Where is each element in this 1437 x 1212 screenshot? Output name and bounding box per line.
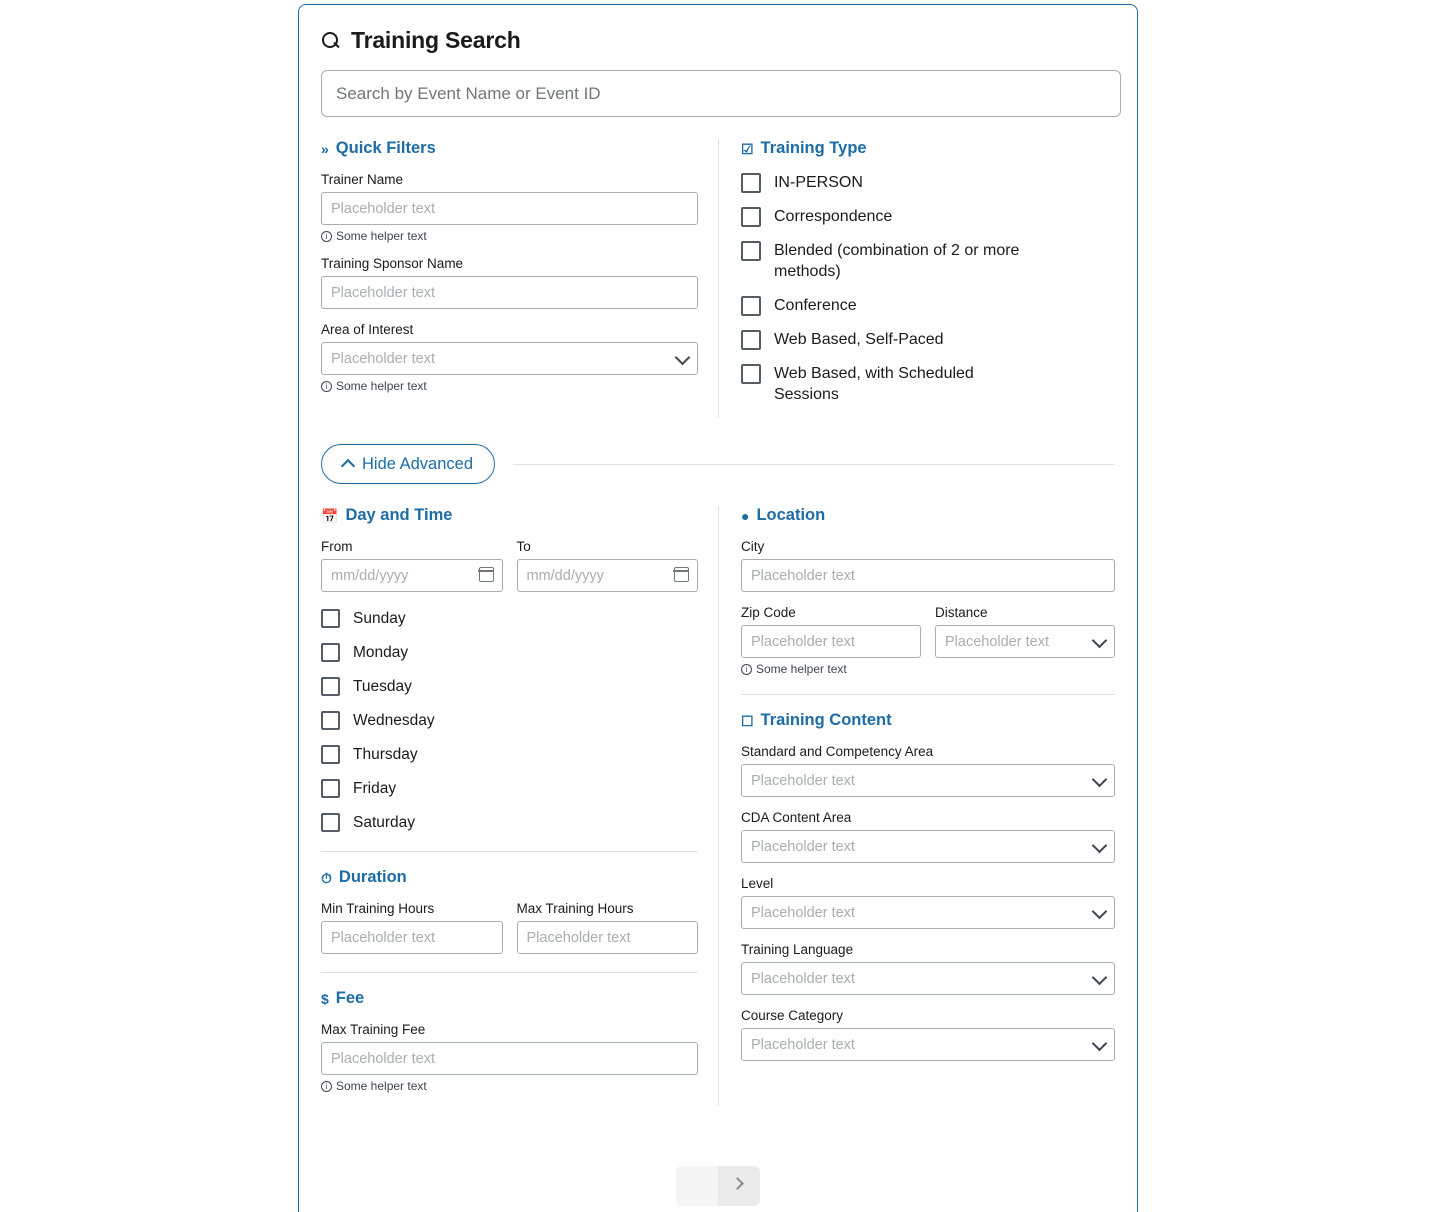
from-date-input[interactable] xyxy=(321,559,503,592)
day-and-time-title: Day and Time xyxy=(345,506,453,524)
checkbox-box[interactable] xyxy=(321,609,340,628)
cda-content-area-label: CDA Content Area xyxy=(740,810,852,825)
training-type-option-blended[interactable] xyxy=(741,240,1115,282)
field-course-category xyxy=(741,1008,1115,1061)
from-label: From xyxy=(321,539,353,554)
calendar-icon[interactable] xyxy=(479,567,494,582)
max-training-hours-label: Max Training Hours xyxy=(516,901,634,916)
max-training-fee-input[interactable] xyxy=(321,1042,698,1075)
from-date-wrap xyxy=(321,559,503,592)
location-content-column xyxy=(718,506,1115,1106)
checkbox-box[interactable] xyxy=(321,711,340,730)
training-sponsor-name-label: Training Sponsor Name xyxy=(321,256,464,271)
course-category-wrap xyxy=(741,1028,1115,1061)
fee-heading xyxy=(321,989,698,1008)
search-icon xyxy=(321,31,341,51)
checkbox-label: Saturday xyxy=(353,814,416,831)
page-header xyxy=(321,27,1115,54)
zip-code-input[interactable] xyxy=(741,625,921,658)
training-type-section xyxy=(718,139,1115,418)
level-select[interactable] xyxy=(741,896,1115,929)
area-of-interest-helper-text: Some helper text xyxy=(336,379,427,393)
trainer-name-helper-text: Some helper text xyxy=(336,229,427,243)
checkbox-box[interactable] xyxy=(741,296,761,316)
checkbox-label: Thursday xyxy=(353,746,418,763)
course-category-label: Course Category xyxy=(740,1008,844,1023)
field-training-language xyxy=(741,942,1115,995)
area-of-interest-label: Area of Interest xyxy=(321,322,414,337)
min-training-hours-input[interactable] xyxy=(321,921,503,954)
day-option-thursday[interactable] xyxy=(321,744,698,765)
to-date-input[interactable] xyxy=(517,559,699,592)
day-option-friday[interactable] xyxy=(321,778,698,799)
checkbox-box[interactable] xyxy=(321,643,340,662)
field-city xyxy=(741,539,1115,592)
checkbox-box[interactable] xyxy=(741,207,761,227)
to-date-wrap xyxy=(517,559,699,592)
training-content-divider xyxy=(741,694,1115,695)
page-title: Training Search xyxy=(351,27,521,53)
training-type-option-web-self-paced[interactable] xyxy=(741,329,1115,350)
checkbox-box[interactable] xyxy=(741,330,761,350)
max-training-hours-input[interactable] xyxy=(517,921,699,954)
weekday-checkbox-list xyxy=(321,608,698,833)
checkbox-label: Web Based, Self-Paced xyxy=(773,331,944,348)
distance-select[interactable] xyxy=(935,625,1115,658)
distance-select-wrap xyxy=(935,625,1115,658)
duration-divider xyxy=(321,851,698,852)
level-wrap xyxy=(741,896,1115,929)
checkbox-label: Blended (combination of 2 or more methods) xyxy=(773,242,1020,280)
quick-filters-title: Quick Filters xyxy=(335,139,436,157)
checkbox-icon: ☑ xyxy=(740,140,754,157)
training-type-option-web-scheduled[interactable] xyxy=(741,363,1115,405)
info-icon: i xyxy=(321,231,332,242)
city-input[interactable] xyxy=(741,559,1115,592)
field-to-date xyxy=(517,539,699,592)
cda-content-area-select[interactable] xyxy=(741,830,1115,863)
info-icon: i xyxy=(741,664,752,675)
standard-competency-area-label: Standard and Competency Area xyxy=(740,744,934,759)
checkbox-label: Tuesday xyxy=(353,678,412,695)
day-option-monday[interactable] xyxy=(321,642,698,663)
training-type-option-in-person[interactable] xyxy=(741,172,1115,193)
info-icon: i xyxy=(321,1081,332,1092)
checkbox-label: Web Based, with Scheduled Sessions xyxy=(773,365,974,403)
duration-title: Duration xyxy=(338,868,407,886)
advanced-toggle-row xyxy=(321,444,1115,484)
trainer-name-helper xyxy=(321,229,698,243)
city-label: City xyxy=(740,539,765,554)
cda-content-area-wrap xyxy=(741,830,1115,863)
field-max-training-fee xyxy=(321,1022,698,1093)
map-pin-icon: ● xyxy=(740,507,750,524)
chevron-right-icon[interactable] xyxy=(731,1177,744,1190)
scroll-hint-control[interactable] xyxy=(676,1166,760,1206)
info-icon: i xyxy=(321,381,332,392)
advanced-filter-columns xyxy=(321,506,1115,1106)
area-of-interest-select-wrap xyxy=(321,342,698,375)
training-type-option-correspondence[interactable] xyxy=(741,206,1115,227)
field-cda-content-area xyxy=(741,810,1115,863)
zip-distance-row xyxy=(741,605,1115,676)
max-training-fee-label: Max Training Fee xyxy=(321,1022,426,1037)
checkbox-box[interactable] xyxy=(321,745,340,764)
field-min-training-hours xyxy=(321,901,503,954)
scroll-hint-track xyxy=(676,1166,718,1206)
field-area-of-interest xyxy=(321,322,698,393)
zip-code-helper xyxy=(741,662,921,676)
quick-filters-heading xyxy=(321,139,698,158)
double-chevron-right-icon: » xyxy=(321,140,329,157)
field-max-training-hours xyxy=(517,901,699,954)
date-range-row xyxy=(321,539,698,592)
field-level xyxy=(741,876,1115,929)
max-training-fee-helper-text: Some helper text xyxy=(336,1079,427,1093)
day-and-time-heading xyxy=(321,506,698,525)
training-type-option-conference[interactable] xyxy=(741,295,1115,316)
day-option-sunday[interactable] xyxy=(321,608,698,629)
checkbox-box[interactable] xyxy=(741,241,761,261)
dollar-icon: $ xyxy=(321,990,329,1007)
checkbox-box[interactable] xyxy=(321,677,340,696)
field-zip-code xyxy=(741,605,921,676)
training-sponsor-name-input[interactable] xyxy=(321,276,698,309)
field-distance xyxy=(935,605,1115,676)
clock-icon: ⏱ xyxy=(321,869,332,886)
trainer-name-label: Trainer Name xyxy=(321,172,404,187)
distance-label: Distance xyxy=(935,605,988,620)
checkbox-box[interactable] xyxy=(321,813,340,832)
field-standard-competency-area xyxy=(741,744,1115,797)
checkbox-label: Conference xyxy=(773,297,857,314)
training-language-label: Training Language xyxy=(740,942,854,957)
duration-heading xyxy=(321,868,698,887)
checkbox-label: Friday xyxy=(353,780,397,797)
day-time-duration-fee-column xyxy=(321,506,718,1106)
location-heading xyxy=(741,506,1115,525)
divider-line xyxy=(513,464,1115,465)
field-from-date xyxy=(321,539,503,592)
location-title: Location xyxy=(756,506,826,524)
checkbox-label: Correspondence xyxy=(773,208,893,225)
level-label: Level xyxy=(740,876,774,891)
caret-up-icon xyxy=(341,459,355,473)
zip-code-label: Zip Code xyxy=(740,605,796,620)
checkbox-box[interactable] xyxy=(321,779,340,798)
day-option-saturday[interactable] xyxy=(321,812,698,833)
standard-competency-area-select[interactable] xyxy=(741,764,1115,797)
search-input[interactable] xyxy=(321,70,1121,117)
calendar-icon: 📅 xyxy=(321,507,339,524)
checkbox-box[interactable] xyxy=(741,173,761,193)
field-training-sponsor-name xyxy=(321,256,698,309)
training-content-heading xyxy=(741,711,1115,730)
min-training-hours-label: Min Training Hours xyxy=(321,901,435,916)
training-language-select[interactable] xyxy=(741,962,1115,995)
fee-divider xyxy=(321,972,698,973)
duration-row xyxy=(321,901,698,954)
document-icon: ☐ xyxy=(740,712,754,729)
checkbox-label: Sunday xyxy=(353,610,406,627)
calendar-icon[interactable] xyxy=(674,567,689,582)
hide-advanced-label: Hide Advanced xyxy=(362,454,473,473)
course-category-select[interactable] xyxy=(741,1028,1115,1061)
hide-advanced-button[interactable] xyxy=(321,444,495,484)
top-filter-columns xyxy=(321,139,1115,418)
checkbox-label: Monday xyxy=(353,644,409,661)
day-option-wednesday[interactable] xyxy=(321,710,698,731)
field-trainer-name xyxy=(321,172,698,243)
checkbox-label: IN-PERSON xyxy=(773,174,863,191)
training-type-title: Training Type xyxy=(760,139,867,157)
training-type-heading xyxy=(741,139,1115,158)
training-content-title: Training Content xyxy=(760,711,892,729)
fee-title: Fee xyxy=(335,989,365,1007)
area-of-interest-select[interactable] xyxy=(321,342,698,375)
zip-code-helper-text: Some helper text xyxy=(755,662,847,676)
training-language-wrap xyxy=(741,962,1115,995)
area-of-interest-helper xyxy=(321,379,698,393)
day-option-tuesday[interactable] xyxy=(321,676,698,697)
max-training-fee-helper xyxy=(321,1079,698,1093)
standard-competency-area-wrap xyxy=(741,764,1115,797)
checkbox-label: Wednesday xyxy=(353,712,435,729)
checkbox-box[interactable] xyxy=(741,364,761,384)
trainer-name-input[interactable] xyxy=(321,192,698,225)
to-label: To xyxy=(516,539,531,554)
quick-filters-section xyxy=(321,139,718,418)
training-search-panel xyxy=(298,4,1138,1212)
